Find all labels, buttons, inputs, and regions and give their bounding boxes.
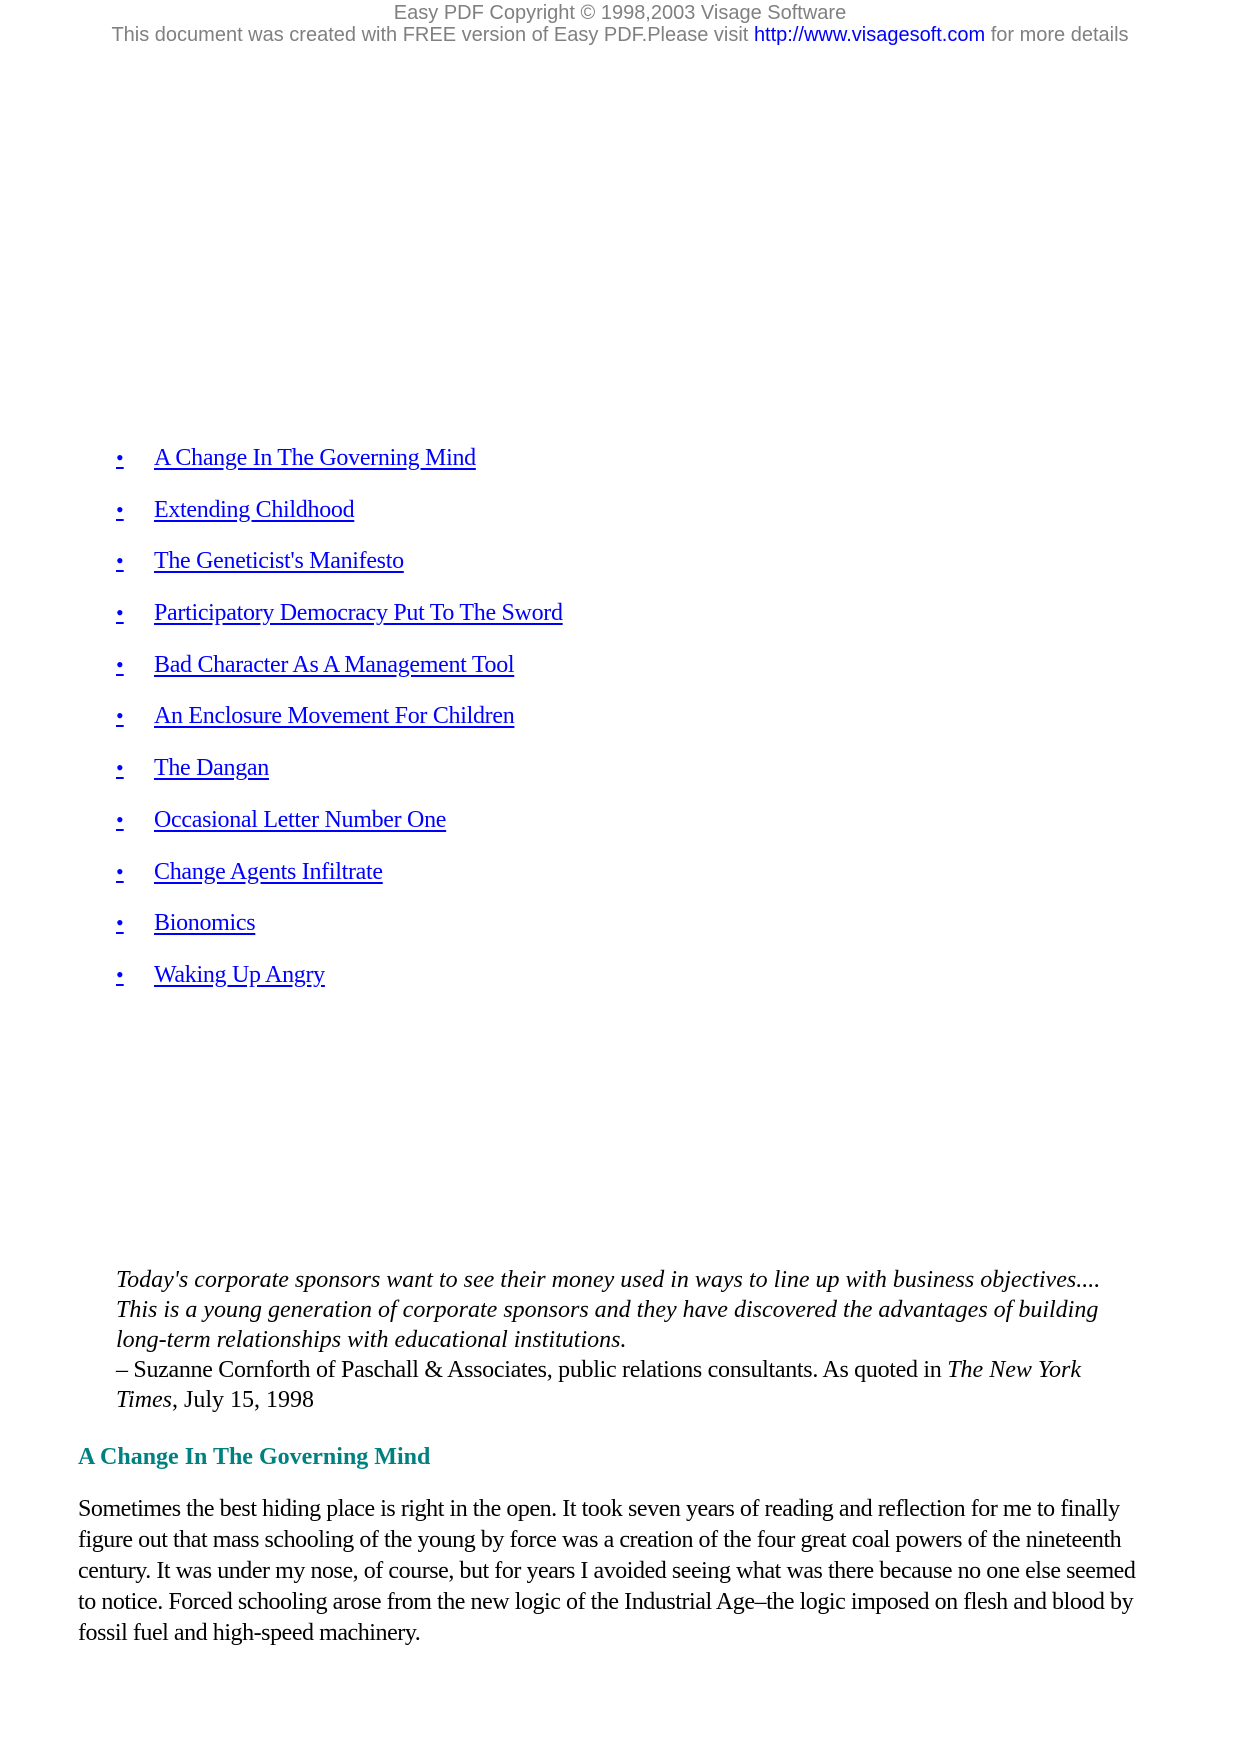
toc-item <box>116 649 563 701</box>
toc-item <box>116 494 563 546</box>
table-of-contents <box>116 442 563 1011</box>
toc-link-geneticists-manifesto[interactable]: The Geneticist's Manifesto <box>154 548 404 575</box>
epigraph-quote <box>116 1265 1126 1415</box>
bullet-icon: • <box>116 910 124 936</box>
toc-link-change-agents[interactable]: Change Agents Infiltrate <box>154 858 383 885</box>
bullet-icon: • <box>116 651 124 677</box>
pdf-banner <box>0 0 1240 46</box>
visagesoft-link[interactable]: http://www.visagesoft.com <box>753 24 986 46</box>
toc-item <box>116 959 563 1011</box>
banner-notice-suffix: for more details <box>985 24 1129 46</box>
bullet-icon: • <box>116 806 124 832</box>
body-paragraph: Sometimes the best hiding place is right in the open. It took seven years of reading and reflection for me to finally figure out that mass schooling of the young by force was a creation of the four great coal powers of the nineteenth century. It was under my nose, of course, but for years I avoided seeing what was there because no one else seemed to notice. Forced schooling arose from the new logic of the Industrial Age–the logic imposed on flesh and blood by fossil fuel and high-speed machinery. <box>78 1496 1136 1646</box>
bullet-icon: • <box>116 445 124 470</box>
bullet-icon: • <box>116 961 124 987</box>
toc-item <box>116 442 563 494</box>
toc-item <box>116 597 563 649</box>
toc-link-the-dangan[interactable]: The Dangan <box>154 755 269 782</box>
bullet-icon: • <box>116 600 124 626</box>
banner-copyright: Easy PDF Copyright © 1998,2003 Visage Software <box>393 2 847 24</box>
toc-item <box>116 804 563 856</box>
quote-publication: The New York Times <box>116 1357 1081 1413</box>
banner-notice <box>0 24 1240 46</box>
toc-item <box>116 907 563 959</box>
toc-link-occasional-letter[interactable]: Occasional Letter Number One <box>154 806 447 833</box>
quote-date: , July 15, 1998 <box>172 1387 315 1413</box>
toc-link-participatory-democracy[interactable]: Participatory Democracy Put To The Sword <box>154 600 563 627</box>
bullet-icon: • <box>116 548 124 574</box>
toc-item <box>116 700 563 752</box>
toc-link-enclosure-movement[interactable]: An Enclosure Movement For Children <box>154 703 515 730</box>
quote-citation <box>116 1355 1126 1415</box>
bullet-icon: • <box>116 858 124 884</box>
bullet-icon: • <box>116 703 124 729</box>
banner-notice-prefix: This document was created with FREE version of Easy PDF.Please visit <box>111 24 754 46</box>
toc-link-bionomics[interactable]: Bionomics <box>154 910 256 937</box>
bullet-icon: • <box>116 755 124 781</box>
toc-item <box>116 752 563 804</box>
toc-link-governing-mind[interactable]: A Change In The Governing Mind <box>154 445 476 471</box>
bullet-icon: • <box>116 496 124 522</box>
toc-item <box>116 545 563 597</box>
section-heading: A Change In The Governing Mind <box>78 1444 431 1470</box>
toc-link-extending-childhood[interactable]: Extending Childhood <box>154 496 355 523</box>
toc-item <box>116 856 563 908</box>
toc-link-bad-character[interactable]: Bad Character As A Management Tool <box>154 651 515 678</box>
quote-text: Today's corporate sponsors want to see their money used in ways to line up with business objectives.... This is a young generation of corporate sponsors and they have discovered the advantages of building long-term relationships with educational institutions. <box>116 1267 1101 1353</box>
quote-attribution: – Suzanne Cornforth of Paschall & Associates, public relations consultants. As quoted in <box>116 1357 948 1383</box>
toc-link-waking-up-angry[interactable]: Waking Up Angry <box>154 961 325 988</box>
